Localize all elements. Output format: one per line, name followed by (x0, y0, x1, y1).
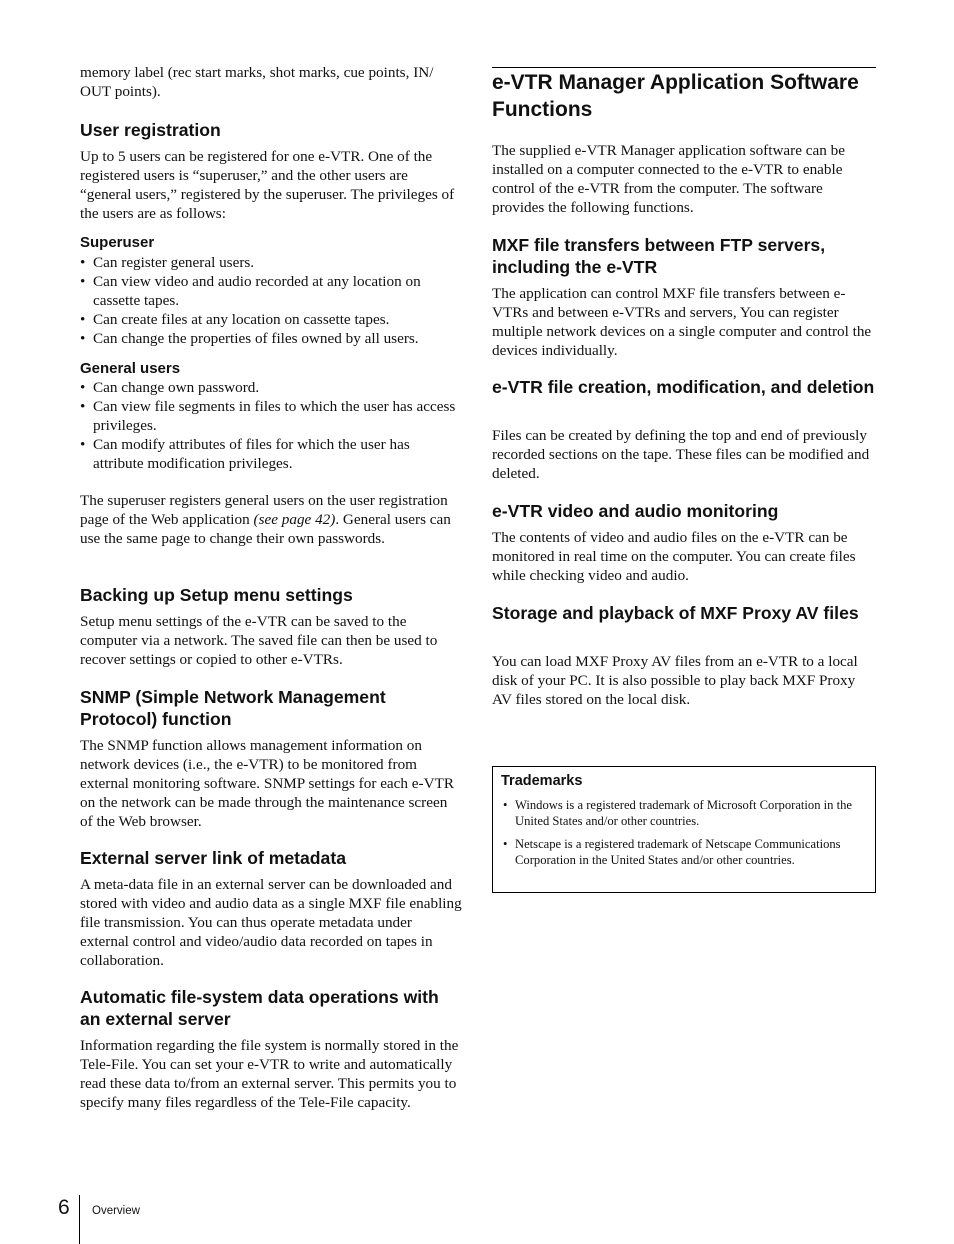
backup-heading: Backing up Setup menu settings (80, 585, 353, 605)
auto-fs-body: Information regarding the file system is normally stored in the Tele-File. You can set your e-VTR to write and automatically read these data to/from an external server. This permits you to specify many files regardless of the Tele-File capacity. (80, 1037, 459, 1111)
section-rule (492, 67, 876, 68)
superuser-heading: Superuser (80, 234, 155, 251)
metadata-heading: External server link of metadata (80, 848, 346, 868)
user-registration-heading: User registration (80, 120, 221, 140)
file-creation-heading: e-VTR file creation, modification, and deletion (492, 377, 875, 397)
section-title: e-VTR Manager Application Software Functions (492, 71, 859, 121)
trademarks-heading: Trademarks (501, 773, 583, 789)
trademarks-box (492, 766, 876, 893)
list-item: • Can modify attributes of files for which the user has attribute modification privileges. (80, 435, 462, 473)
list-item: • Can view file segments in files to which the user has access privileges. (80, 397, 462, 435)
general-users-heading: General users (80, 360, 181, 377)
file-creation-body: Files can be created by defining the top and end of previously recorded sections on the tape. These files can be modified and deleted. (492, 427, 870, 482)
backup-body: Setup menu settings of the e-VTR can be saved to the computer via a network. The saved file can then be used to recover settings or copied to other e-VTRs. (80, 613, 438, 668)
closing-text: The superuser registers general users on the user registration page of the Web application (80, 492, 448, 528)
monitoring-heading: e-VTR video and audio monitoring (492, 501, 779, 521)
footer-section-label: Overview (92, 1205, 140, 1217)
list-item: • Can create files at any location on cassette tapes. (80, 310, 462, 329)
list-item: • Can change own password. (80, 378, 462, 397)
list-item: • Can register general users. (80, 253, 462, 272)
closing-text-end: . General users can use the same page to change their own passwords. (80, 511, 451, 547)
trademarks-list (501, 797, 869, 875)
list-item: • Netscape is a registered trademark of Netscape Communications Corporation in the United States and/or other countries. (501, 836, 869, 868)
mxf-transfer-heading: MXF file transfers between FTP servers, including the e-VTR (492, 235, 826, 277)
general-users-list (80, 378, 462, 473)
proxy-body: You can load MXF Proxy AV files from an e-VTR to a local disk of your PC. It is also possible to play back MXF Proxy AV files stored on the local disk. (492, 653, 858, 708)
intro-paragraph: memory label (rec start marks, shot marks, cue points, IN/ OUT points). (80, 64, 434, 100)
page-number: 6 (58, 1196, 70, 1219)
proxy-heading: Storage and playback of MXF Proxy AV files (492, 603, 859, 623)
superuser-registration-paragraph (80, 491, 462, 548)
list-item: • Windows is a registered trademark of Microsoft Corporation in the United States and/or other countries. (501, 797, 869, 829)
auto-fs-heading: Automatic file-system data operations with an external server (80, 987, 439, 1029)
metadata-body: A meta-data file in an external server can be downloaded and stored with video and audio data as a single MXF file enabling file transmission. You can thus operate metadata under external control and video/audio data recorded on tapes in collaboration. (80, 876, 462, 969)
user-registration-body: Up to 5 users can be registered for one e-VTR. One of the registered users is “superuser,” and the other users are “general users,” registered by the superuser. The privileges of the users are as follows: (80, 148, 455, 222)
list-item: • Can view video and audio recorded at any location on cassette tapes. (80, 272, 462, 310)
section-intro: The supplied e-VTR Manager application software can be installed on a computer connected to the e-VTR to enable control of the e-VTR from the computer. The software provides the following functions. (492, 142, 845, 216)
list-item: • Can change the properties of files owned by all users. (80, 329, 462, 348)
footer-divider (79, 1195, 80, 1244)
page-reference: (see page 42) (253, 511, 336, 528)
snmp-body: The SNMP function allows management information on network devices (i.e., the e-VTR) to be monitored from external monitoring software. SNMP settings for each e-VTR on the network can be made through the maintenance screen of the Web browser. (80, 737, 454, 830)
mxf-transfer-body: The application can control MXF file transfers between e-VTRs and between e-VTRs and servers, You can register multiple network devices on a single computer and control the devices individually. (492, 285, 872, 359)
superuser-list (80, 253, 462, 348)
monitoring-body: The contents of video and audio files on the e-VTR can be monitored in real time on the computer. You can create files while checking video and audio. (492, 529, 856, 584)
snmp-heading: SNMP (Simple Network Management Protocol) function (80, 687, 386, 729)
